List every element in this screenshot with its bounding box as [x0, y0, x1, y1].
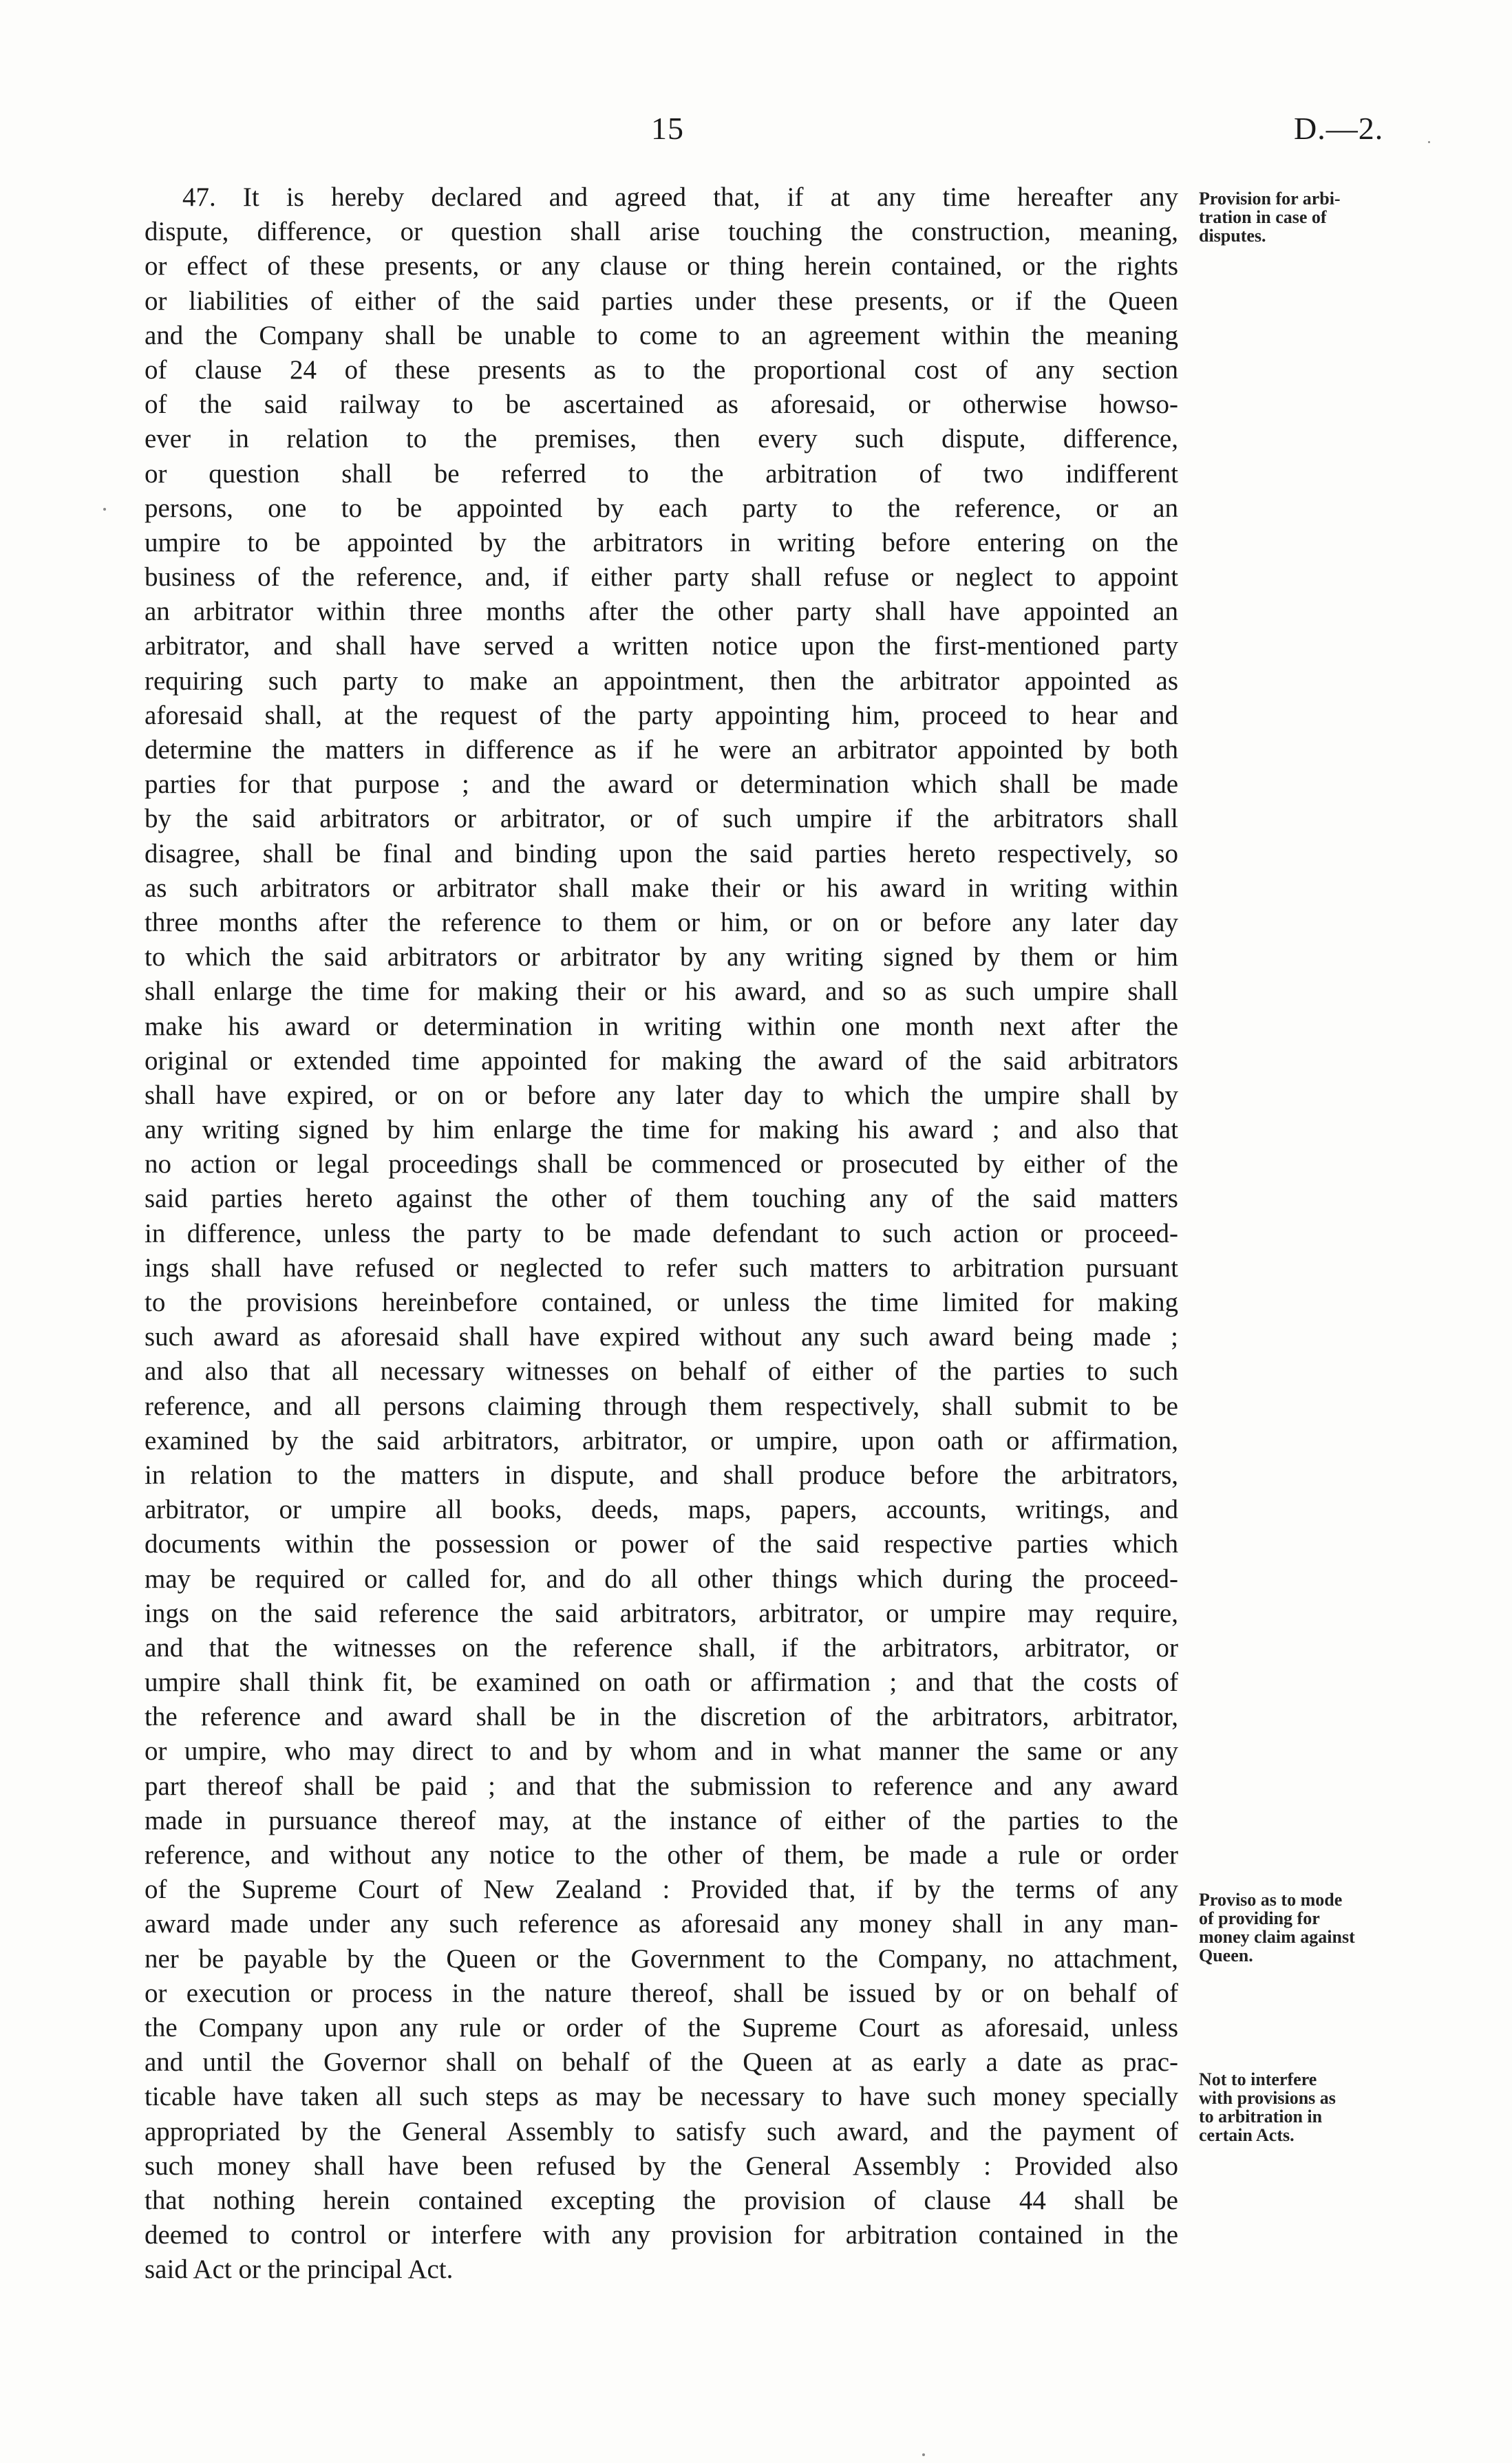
text-line: or execution or process in the nature thereof, shall be issued by or on behalf of — [145, 1978, 1178, 2008]
text-line: persons, one to be appointed by each party to the reference, or an — [145, 493, 1178, 523]
margin-note-proviso — [1199, 1890, 1392, 1965]
clause-47-text — [145, 180, 1178, 2287]
text-line: as such arbitrators or arbitrator shall make their or his award in writing within — [145, 873, 1178, 903]
text-line: to which the said arbitrators or arbitrator by any writing signed by them or him — [145, 942, 1178, 972]
text-line: to the provisions hereinbefore contained, or unless the time limited for making — [145, 1288, 1178, 1317]
text-line: appropriated by the General Assembly to satisfy such award, and the payment of — [145, 2116, 1178, 2146]
text-line: 47. It is hereby declared and agreed that, if at any time hereafter any — [182, 182, 1178, 212]
margin-note-line: tration in case of — [1199, 207, 1327, 227]
margin-note-line: of providing for — [1199, 1908, 1320, 1928]
text-line: or question shall be referred to the arbitration of two indifferent — [145, 458, 1178, 489]
text-line: the Company upon any rule or order of the Supreme Court as aforesaid, unless — [145, 2012, 1178, 2043]
text-line: original or extended time appointed for making the award of the said arbitrators — [145, 1045, 1178, 1076]
text-line: in relation to the matters in dispute, and shall produce before the arbitrators, — [145, 1460, 1178, 1490]
text-line: award made under any such reference as aforesaid any money shall in any man- — [145, 1909, 1178, 1939]
text-line: such money shall have been refused by the General Assembly : Provided also — [145, 2151, 1178, 2181]
margin-note-not-interfere — [1199, 2070, 1392, 2144]
text-line: shall enlarge the time for making their or his award, and so as such umpire shall — [145, 977, 1178, 1007]
text-line: business of the reference, and, if either party shall refuse or neglect to appoint — [145, 562, 1178, 593]
text-line: and also that all necessary witnesses on behalf of either of the parties to such — [145, 1356, 1178, 1387]
text-line: of clause 24 of these presents as to the proportional cost of any section — [145, 354, 1178, 385]
margin-note-arbitration — [1199, 189, 1392, 245]
paper-speck — [1428, 141, 1430, 143]
text-line: reference, and all persons claiming through them respectively, shall submit to be — [145, 1391, 1178, 1421]
text-line: an arbitrator within three months after the other party shall have appointed an — [145, 597, 1178, 627]
text-line: or umpire, who may direct to and by whom and in what manner the same or any — [145, 1736, 1178, 1767]
text-line: ings on the said reference the said arbitrators, arbitrator, or umpire may require, — [145, 1598, 1178, 1628]
text-line: aforesaid shall, at the request of the party appointing him, proceed to hear and — [145, 700, 1178, 730]
text-line: parties for that purpose ; and the award or determination which shall be made — [145, 769, 1178, 800]
text-line: ticable have taken all such steps as may be necessary to have such money specially — [145, 2082, 1178, 2112]
text-line: any writing signed by him enlarge the time for making his award ; and also that — [145, 1115, 1178, 1145]
text-line: such award as aforesaid shall have expired without any such award being made ; — [145, 1322, 1178, 1352]
paper-speck — [922, 2453, 925, 2456]
paper-speck — [103, 508, 106, 511]
text-line: deemed to control or interfere with any provision for arbitration contained in the — [145, 2220, 1178, 2250]
text-line: may be required or called for, and do all other things which during the proceed- — [145, 1564, 1178, 1594]
text-line: or effect of these presents, or any clause or thing herein contained, or the rights — [145, 251, 1178, 281]
text-line: and that the witnesses on the reference shall, if the arbitrators, arbitrator, or — [145, 1632, 1178, 1663]
text-line: reference, and without any notice to the other of them, be made a rule or order — [145, 1840, 1178, 1870]
text-line: examined by the said arbitrators, arbitrator, or umpire, upon oath or affirmation, — [145, 1425, 1178, 1456]
text-line: three months after the reference to them or him, or on or before any later day — [145, 907, 1178, 937]
margin-note-line: certain Acts. — [1199, 2125, 1295, 2145]
text-line: that nothing herein contained excepting the provision of clause 44 shall be — [145, 2185, 1178, 2215]
text-line: in difference, unless the party to be made defendant to such action or proceed- — [145, 1218, 1178, 1248]
margin-note-line: Proviso as to mode — [1199, 1890, 1343, 1910]
text-line: part thereof shall be paid ; and that the submission to reference and any award — [145, 1771, 1178, 1801]
text-line: ever in relation to the premises, then every such dispute, difference, — [145, 424, 1178, 454]
text-line: umpire shall think fit, be examined on oath or affirmation ; and that the costs of — [145, 1667, 1178, 1698]
text-line: and until the Governor shall on behalf of the Queen at as early a date as prac- — [145, 2047, 1178, 2078]
text-line: of the said railway to be ascertained as aforesaid, or otherwise howso- — [145, 390, 1178, 420]
text-line: umpire to be appointed by the arbitrators in writing before entering on the — [145, 527, 1178, 557]
text-line: made in pursuance thereof may, at the instance of either of the parties to the — [145, 1805, 1178, 1835]
margin-note-line: Provision for arbi- — [1199, 189, 1341, 209]
text-line: of the Supreme Court of New Zealand : Provided that, if by the terms of any — [145, 1875, 1178, 1905]
text-line: said Act or the principal Act. — [145, 2254, 454, 2285]
text-line: dispute, difference, or question shall arise touching the construction, meaning, — [145, 217, 1178, 247]
margin-note-line: disputes. — [1199, 226, 1266, 246]
margin-note-line: to arbitration in — [1199, 2107, 1323, 2126]
text-line: ner be payable by the Queen or the Government to the Company, no attachment, — [145, 1943, 1178, 1974]
text-line: disagree, shall be final and binding upon the said parties hereto respectively, so — [145, 838, 1178, 868]
text-line: ings shall have refused or neglected to refer such matters to arbitration pursuant — [145, 1252, 1178, 1283]
margin-note-line: Not to interfere — [1199, 2069, 1317, 2089]
margin-note-line: with provisions as — [1199, 2088, 1336, 2108]
text-line: said parties hereto against the other of them touching any of the said matters — [145, 1184, 1178, 1214]
text-line: the reference and award shall be in the discretion of the arbitrators, arbitrator, — [145, 1702, 1178, 1732]
page-number: 15 — [651, 111, 684, 146]
text-line: no action or legal proceedings shall be commenced or prosecuted by either of the — [145, 1149, 1178, 1180]
text-line: and the Company shall be unable to come to an agreement within the meaning — [145, 320, 1178, 350]
text-line: shall have expired, or on or before any later day to which the umpire shall by — [145, 1080, 1178, 1110]
margin-note-line: money claim against — [1199, 1927, 1355, 1947]
text-line: arbitrator, and shall have served a written notice upon the first-mentioned party — [145, 631, 1178, 661]
text-line: documents within the possession or power of the said respective parties which — [145, 1529, 1178, 1559]
text-line: determine the matters in difference as if he were an arbitrator appointed by both — [145, 735, 1178, 765]
text-line: requiring such party to make an appointment, then the arbitrator appointed as — [145, 665, 1178, 696]
text-line: or liabilities of either of the said parties under these presents, or if the Queen — [145, 286, 1178, 316]
text-line: by the said arbitrators or arbitrator, or of such umpire if the arbitrators shall — [145, 804, 1178, 834]
margin-note-line: Queen. — [1199, 1945, 1253, 1965]
text-line: make his award or determination in writing within one month next after the — [145, 1011, 1178, 1041]
text-line: arbitrator, or umpire all books, deeds, maps, papers, accounts, writings, and — [145, 1495, 1178, 1525]
document-code: D.—2. — [1294, 111, 1384, 146]
